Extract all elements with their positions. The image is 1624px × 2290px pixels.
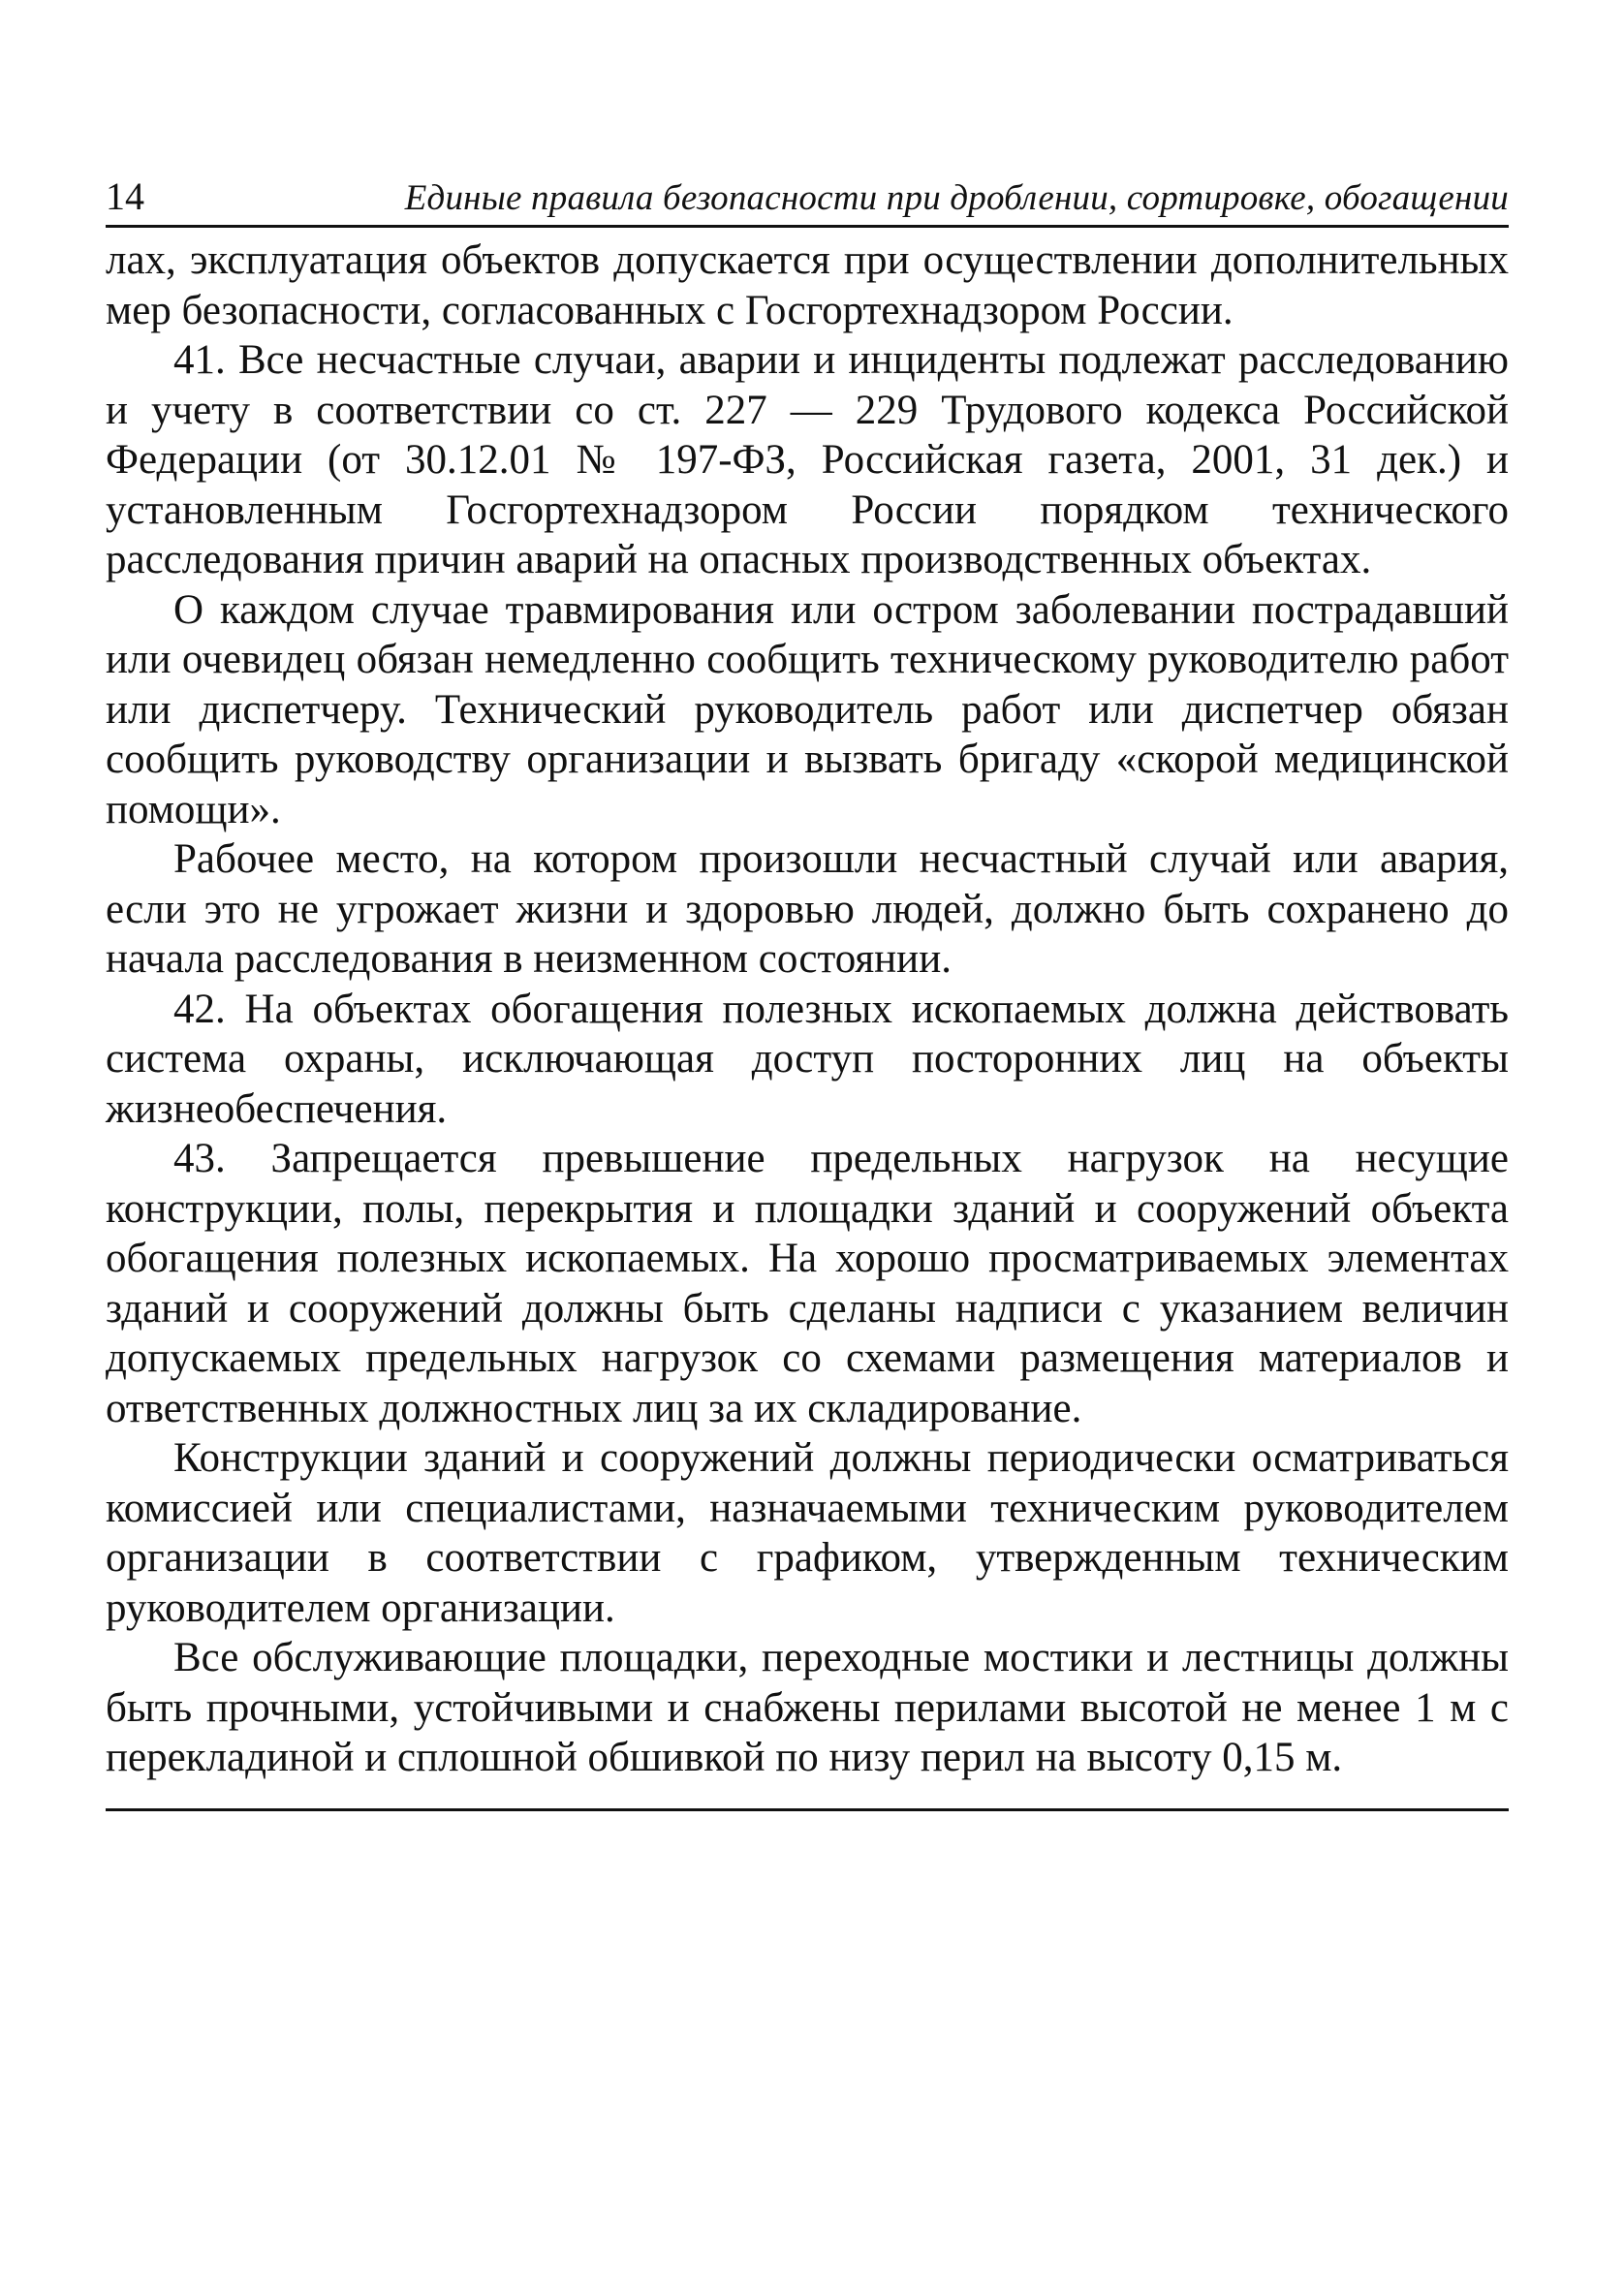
paragraph-injury-reporting: О каждом случае травмирования или остром заболевании пострадавший или очевидец обязан немедленно сообщить техническому руководителю работ или диспетчеру. Технический руководитель работ или диспетчер обязан сообщить руководству организации и вызвать бригаду «скорой медицинской помощи».	[106, 586, 1509, 832]
paragraph-workplace-preservation: Рабочее место, на котором произошли несчастный случай или авария, если это не угрожает жизни и здоровью людей, должно быть сохранено до начала расследования в неизменном состоянии.	[106, 836, 1509, 982]
document-page	[106, 174, 1509, 1811]
paragraph-continuation: лах, эксплуатация объектов допускается при осуществлении дополнительных мер безопасности, согласованных с Госгортехнадзором России.	[106, 237, 1509, 333]
running-head	[106, 174, 1509, 228]
paragraph-item-41: 41. Все несчастные случаи, аварии и инциденты подлежат расследованию и учету в соответствии со ст. 227 — 229 Трудового кодекса Российской Федерации (от 30.12.01 № 197-ФЗ, Российская газета, 2001, 31 дек.) и установленным Госгортехнадзором России порядком технического расследования причин аварий на опасных производственных объектах.	[106, 337, 1509, 582]
page-number: 14	[106, 174, 144, 218]
body-text	[106, 235, 1509, 1783]
paragraph-structure-inspection: Конструкции зданий и сооружений должны периодически осматриваться комиссией или специалистами, назначаемыми техническим руководителем организации в соответствии с графиком, утвержденным техническим руководителем организации.	[106, 1435, 1509, 1631]
paragraph-item-42: 42. На объектах обогащения полезных ископаемых должна действовать система охраны, исключающая доступ посторонних лиц на объекты жизнеобеспечения.	[106, 986, 1509, 1132]
running-title: Единые правила безопасности при дроблении, сортировке, обогащении	[404, 178, 1509, 218]
bottom-rule	[106, 1808, 1509, 1811]
paragraph-item-43: 43. Запрещается превышение предельных нагрузок на несущие конструкции, полы, перекрытия и площадки зданий и сооружений объекта обогащения полезных ископаемых. На хорошо просматриваемых элементах зданий и сооружений должны быть сделаны надписи с указанием величин допускаемых предельных нагрузок со схемами размещения материалов и ответственных должностных лиц за их складирование.	[106, 1136, 1509, 1431]
paragraph-platform-railings: Все обслуживающие площадки, переходные мостики и лестницы должны быть прочными, устойчивыми и снабжены перилами высотой не менее 1 м с перекладиной и сплошной обшивкой по низу перил на высоту 0,15 м.	[106, 1635, 1509, 1780]
